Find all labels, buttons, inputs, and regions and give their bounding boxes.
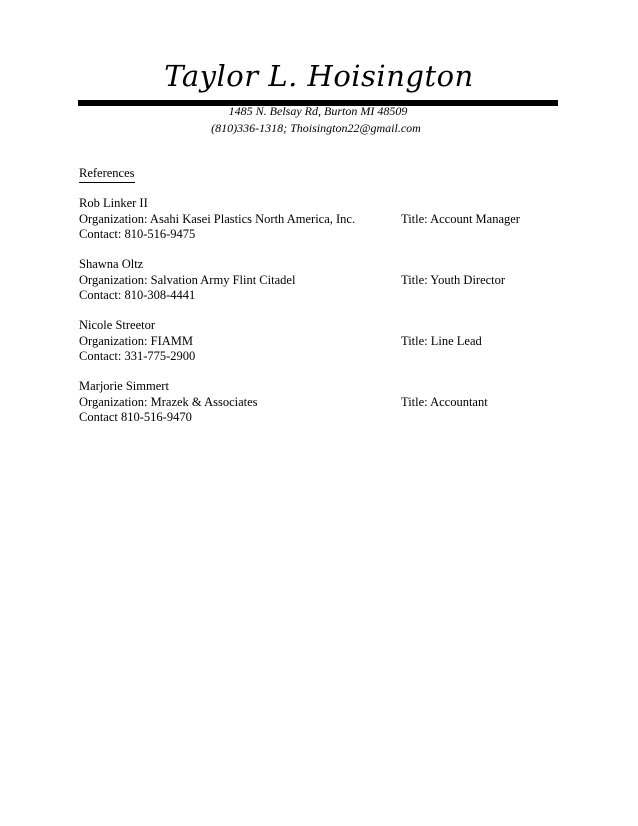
- reference-org-row: [79, 395, 559, 411]
- phone-email-line: (810)336-1318; Thoisington22@gmail.com: [211, 121, 421, 135]
- references-list: [79, 196, 559, 440]
- reference-name: Rob Linker II: [79, 196, 148, 210]
- reference-title: Title: Account Manager: [401, 211, 520, 226]
- reference-title: Title: Line Lead: [401, 333, 482, 348]
- reference-entry: [79, 196, 559, 257]
- reference-entry: [79, 318, 559, 379]
- reference-name: Marjorie Simmert: [79, 379, 169, 393]
- reference-title: Title: Accountant: [401, 394, 488, 409]
- section-title-references: References: [79, 166, 135, 183]
- applicant-name: Taylor L. Hoisington: [164, 59, 474, 93]
- reference-organization: Organization: FIAMM: [79, 333, 193, 348]
- reference-entry: [79, 257, 559, 318]
- reference-name: Nicole Streetor: [79, 318, 156, 332]
- reference-organization: Organization: Salvation Army Flint Citadel: [79, 272, 296, 287]
- reference-entry: [79, 379, 559, 440]
- reference-org-row: [79, 273, 559, 289]
- reference-contact: Contact: 810-516-9475: [79, 227, 196, 241]
- reference-organization: Organization: Mrazek & Associates: [79, 394, 258, 409]
- reference-org-row: [79, 212, 559, 228]
- reference-contact: Contact 810-516-9470: [79, 410, 192, 424]
- address-line: 1485 N. Belsay Rd, Burton MI 48509: [228, 104, 408, 118]
- reference-organization: Organization: Asahi Kasei Plastics North America, Inc.: [79, 211, 356, 226]
- reference-org-row: [79, 334, 559, 350]
- reference-contact: Contact: 331-775-2900: [79, 349, 196, 363]
- reference-name: Shawna Oltz: [79, 257, 144, 271]
- reference-contact: Contact: 810-308-4441: [79, 288, 196, 302]
- reference-title: Title: Youth Director: [401, 272, 506, 287]
